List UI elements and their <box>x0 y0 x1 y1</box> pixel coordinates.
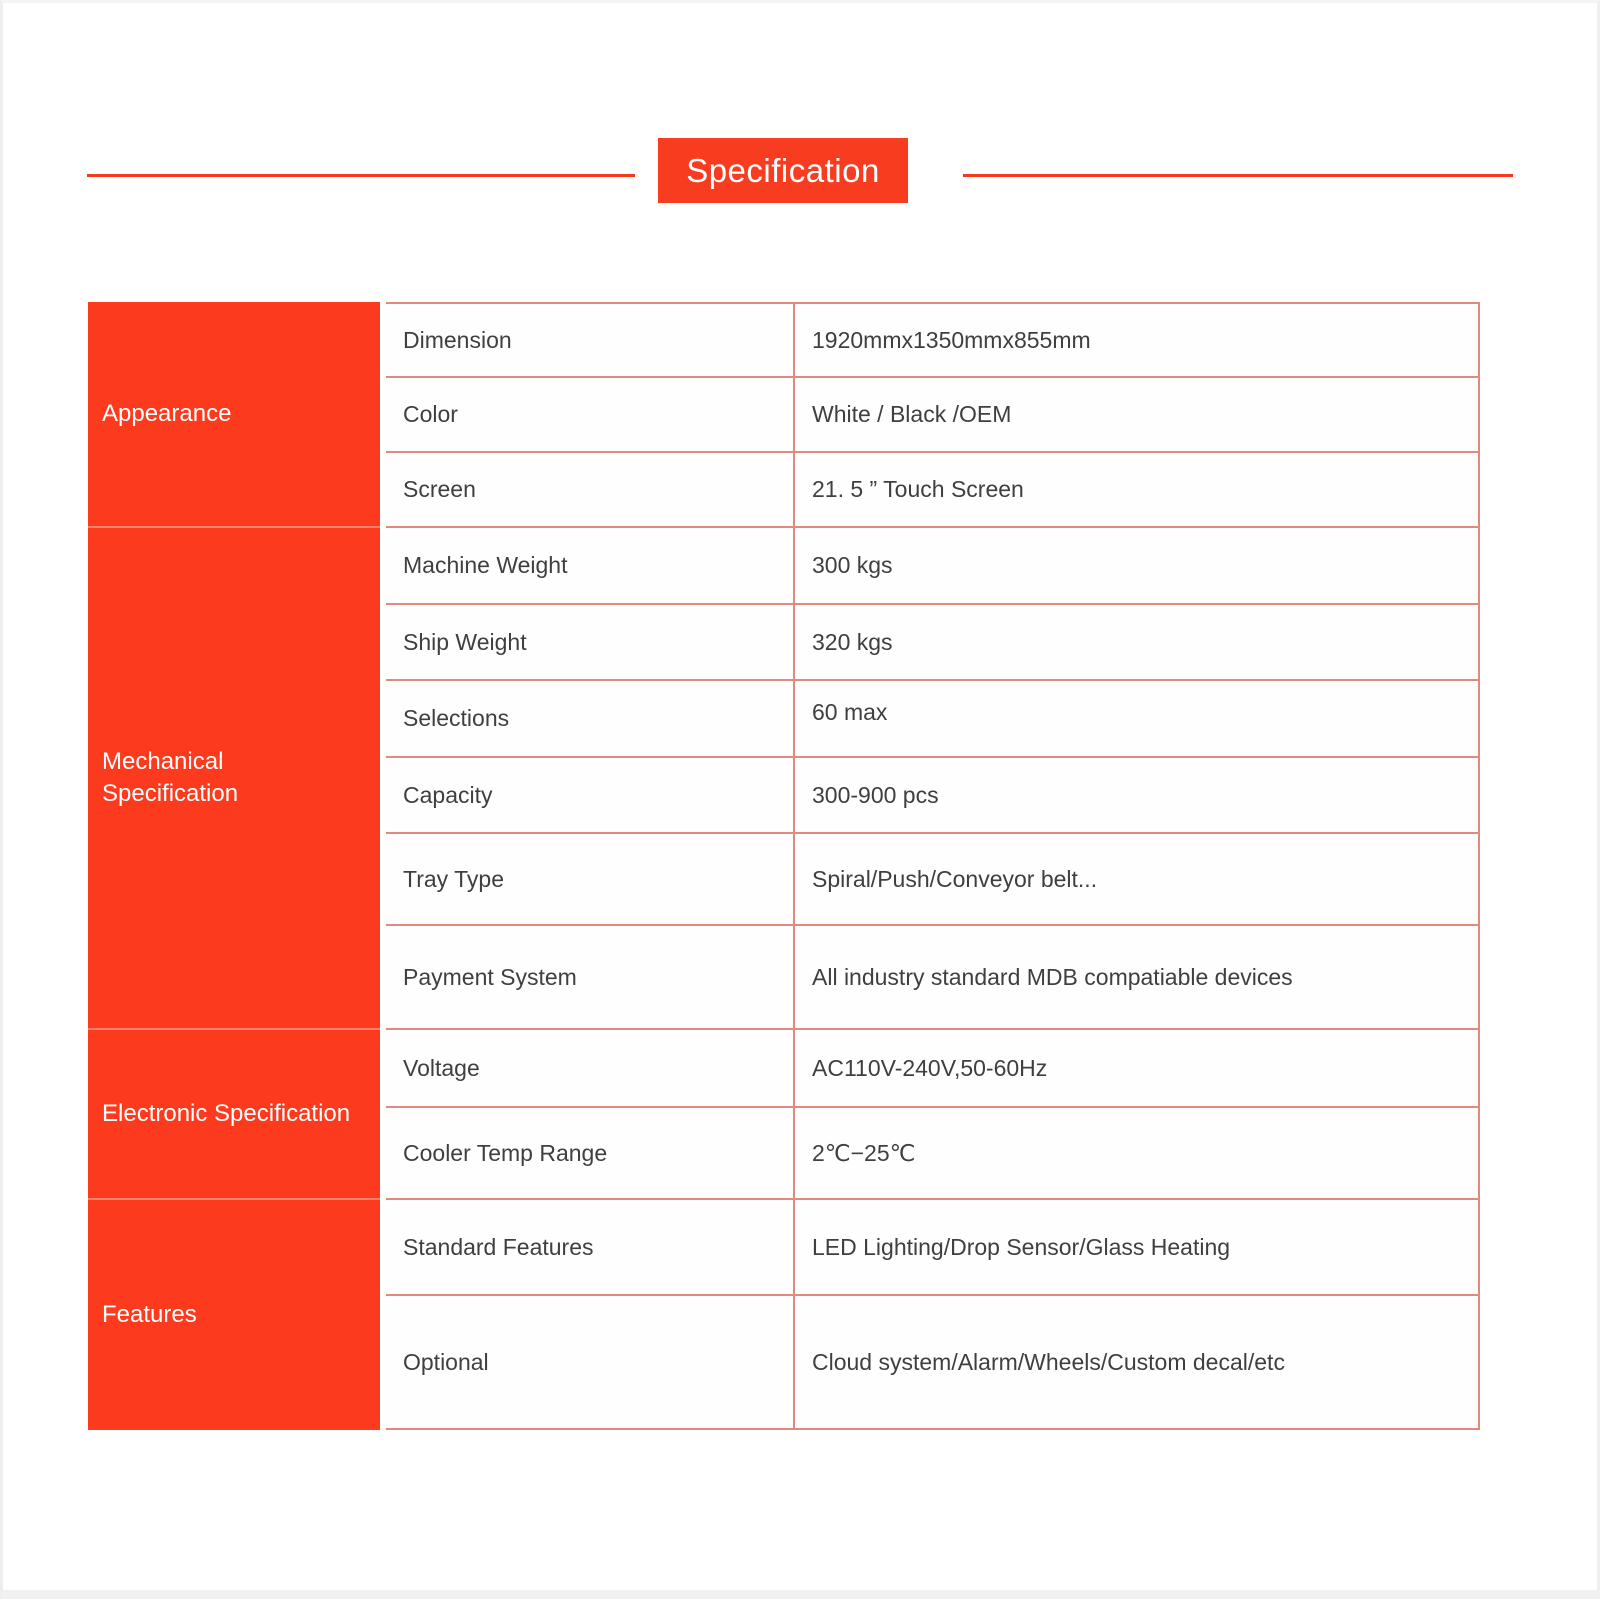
spec-name: Ship Weight <box>386 605 795 681</box>
specification-table <box>88 302 1480 1430</box>
spec-name: Standard Features <box>386 1200 795 1296</box>
spec-value: 2℃−25℃ <box>795 1108 1480 1200</box>
spec-name: Screen <box>386 453 795 528</box>
spec-name: Machine Weight <box>386 528 795 605</box>
section-label-mechanical: Mechanical Specification <box>88 528 380 1030</box>
spec-value: AC110V-240V,50-60Hz <box>795 1030 1480 1108</box>
spec-name: Cooler Temp Range <box>386 1108 795 1200</box>
spec-name: Selections <box>386 681 795 758</box>
spec-name: Payment System <box>386 926 795 1030</box>
spec-value: Spiral/Push/Conveyor belt... <box>795 834 1480 926</box>
spec-value: Cloud system/Alarm/Wheels/Custom decal/etc <box>795 1296 1480 1430</box>
title-box <box>658 138 908 203</box>
title-divider-right <box>963 174 1513 177</box>
spec-value: 300-900 pcs <box>795 758 1480 834</box>
title-divider-left <box>87 174 635 177</box>
page-title: Specification <box>686 151 880 189</box>
spec-value: 300 kgs <box>795 528 1480 605</box>
spec-value: 21. 5 ” Touch Screen <box>795 453 1480 528</box>
spec-value: 1920mmx1350mmx855mm <box>795 302 1480 378</box>
spec-value: 60 max <box>795 681 1480 758</box>
section-label-electronic: Electronic Specification <box>88 1030 380 1200</box>
spec-name: Optional <box>386 1296 795 1430</box>
spec-value: LED Lighting/Drop Sensor/Glass Heating <box>795 1200 1480 1296</box>
spec-name: Color <box>386 378 795 453</box>
spec-value: 320 kgs <box>795 605 1480 681</box>
spec-name: Voltage <box>386 1030 795 1108</box>
spec-name: Dimension <box>386 302 795 378</box>
spec-value: White / Black /OEM <box>795 378 1480 453</box>
section-label-appearance: Appearance <box>88 302 380 528</box>
spec-name: Tray Type <box>386 834 795 926</box>
spec-value: All industry standard MDB compatiable devices <box>795 926 1480 1030</box>
section-label-features: Features <box>88 1200 380 1430</box>
spec-name: Capacity <box>386 758 795 834</box>
